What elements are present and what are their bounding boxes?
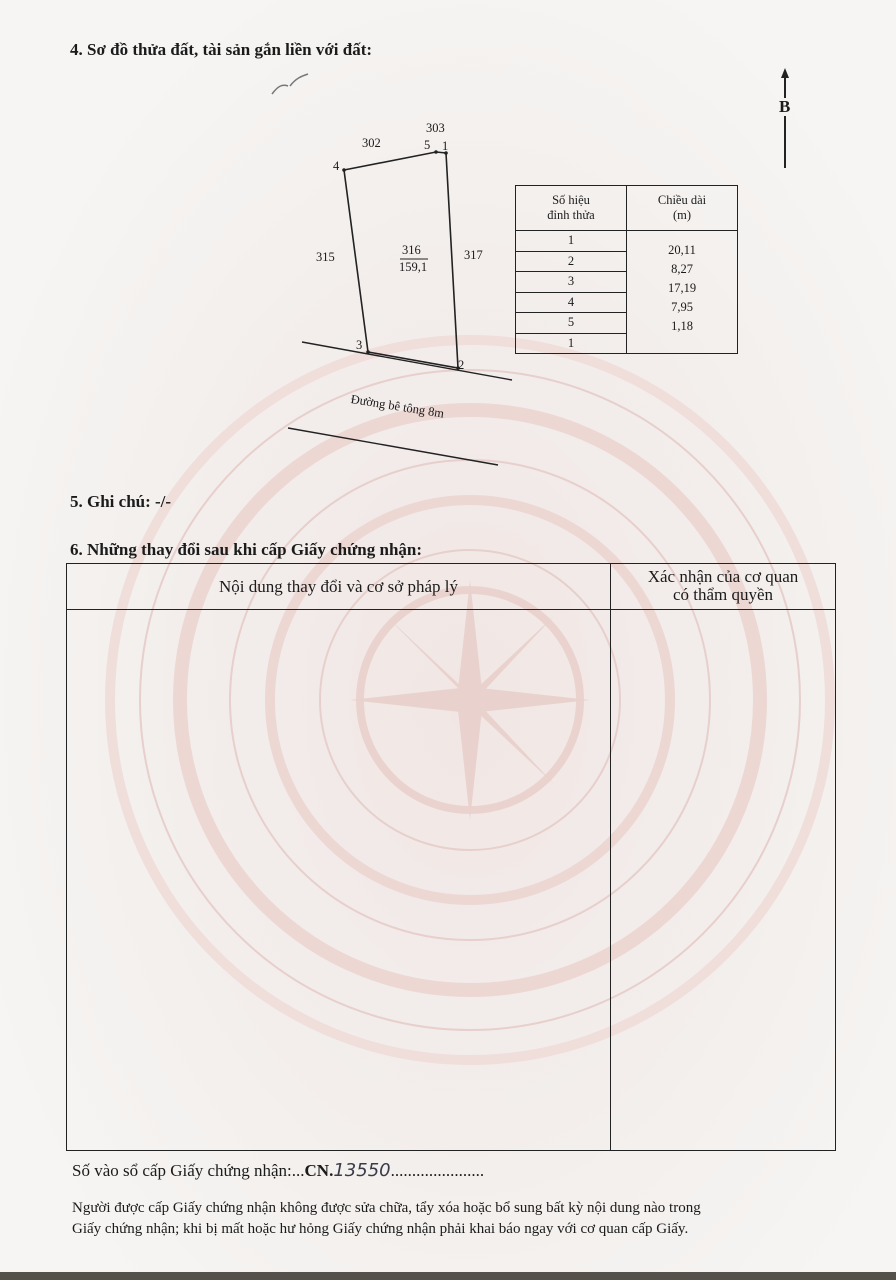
section-6-title: 6. Những thay đổi sau khi cấp Giấy chứng nhận: <box>70 540 423 559</box>
vertex-dot-5 <box>434 150 438 154</box>
length-header: Chiều dài (m) <box>627 186 738 231</box>
point-cell: 2 <box>516 251 627 272</box>
point-cell: 4 <box>516 292 627 313</box>
parcel-302-label: 302 <box>362 136 381 150</box>
confirm-column-header <box>612 568 834 604</box>
registry-prefix: CN. <box>304 1161 334 1180</box>
notice-line-2: Giấy chứng nhận; khi bị mất hoặc hư hỏng Giấy chứng nhận phải khai báo ngay với cơ quan cấp Giấy. <box>72 1221 689 1237</box>
changes-table <box>66 563 836 1151</box>
content-column-header: Nội dung thay đổi và cơ sở pháp lý <box>219 577 458 596</box>
registry-label: Số vào sổ cấp Giấy chứng nhận:... <box>72 1161 305 1180</box>
lot-number: 316 <box>402 243 421 257</box>
parcel-315-label: 315 <box>316 250 335 264</box>
vertex-dot-3 <box>366 350 370 354</box>
registry-line <box>72 1160 484 1181</box>
north-label: B <box>779 97 791 116</box>
parcel-317-label: 317 <box>464 248 483 262</box>
length-value: 20,11 <box>668 243 696 257</box>
section-5-title: 5. Ghi chú: -/- <box>70 492 172 511</box>
section-4-title: 4. Sơ đồ thửa đất, tài sản gắn liền với đất: <box>70 40 373 59</box>
road-edge-lower <box>288 428 498 465</box>
point-cell: 3 <box>516 272 627 293</box>
point-cell: 5 <box>516 313 627 334</box>
vertex-5-label: 5 <box>424 138 431 152</box>
registry-dots: ...................... <box>390 1161 485 1180</box>
edge-length-table <box>515 185 738 354</box>
length-value: 7,95 <box>671 300 693 314</box>
point-cell: 1 <box>516 231 627 252</box>
notice-text <box>72 1198 862 1240</box>
point-cell: 1 <box>516 333 627 354</box>
length-value: 17,19 <box>667 281 697 295</box>
vertex-4-label: 4 <box>333 159 340 173</box>
bottom-edge-shadow <box>0 1272 896 1280</box>
length-column <box>627 231 738 354</box>
confirm-header-line-1: Xác nhận của cơ quan <box>647 567 799 586</box>
notice-line-1: Người được cấp Giấy chứng nhận không được sửa chữa, tẩy xóa hoặc bổ sung bất kỳ nội dung nào trong <box>72 1200 701 1216</box>
vertex-dot-4 <box>342 168 346 172</box>
header-divider <box>67 609 835 610</box>
road-edge-upper <box>302 342 512 380</box>
column-divider <box>610 564 611 1150</box>
lot-area: 159,1 <box>399 260 428 274</box>
registry-number: 13550 <box>333 1160 391 1181</box>
road-label: Đường bê tông 8m <box>349 392 446 421</box>
parcel-diagram <box>0 0 896 500</box>
length-value: 1,18 <box>671 319 693 333</box>
vertex-2-label: 2 <box>458 358 465 372</box>
parcel-303-label: 303 <box>426 121 445 135</box>
point-header: Số hiệu đỉnh thửa <box>516 186 627 231</box>
length-value: 8,27 <box>671 262 693 276</box>
confirm-header-line-2: có thẩm quyền <box>672 585 774 604</box>
vertex-1-label: 1 <box>442 139 449 153</box>
vertex-3-label: 3 <box>356 338 363 352</box>
